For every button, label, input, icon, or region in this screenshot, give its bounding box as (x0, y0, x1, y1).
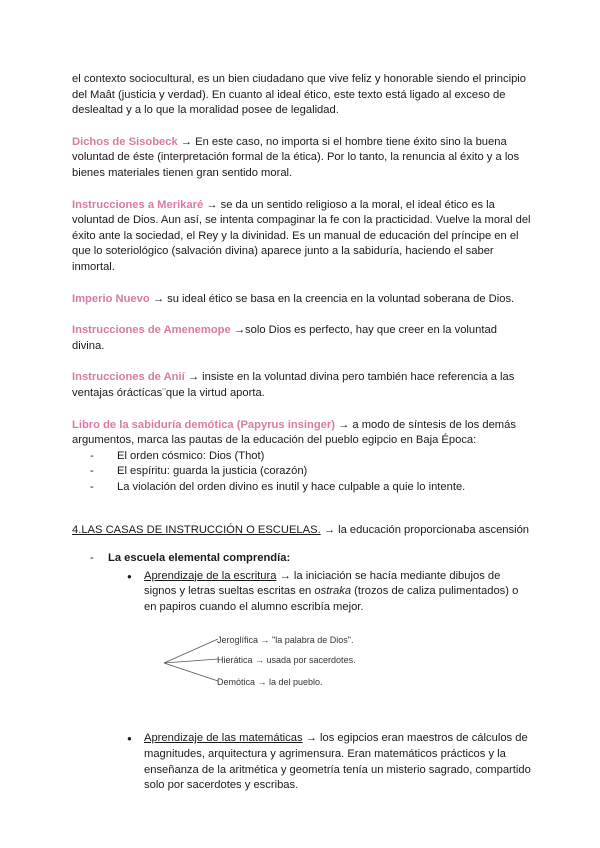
dash-list (72, 449, 532, 496)
elemental-heading: - La escuela elemental comprendía: (72, 551, 532, 567)
branch-lines (162, 635, 222, 695)
section-text: →solo Dios es perfecto, hay que creer en la voluntad divina. (72, 324, 497, 352)
bullet-escritura (72, 569, 532, 616)
section-text: → su ideal ético se basa en la creencia en la voluntad soberana de Dios. (149, 292, 515, 305)
list-item: - El orden cósmico: Dios (Thot) (90, 449, 532, 465)
section-title: Imperio Nuevo (72, 292, 150, 305)
section-4-rest: → la educación proporcionaba ascensión (320, 524, 530, 537)
section-title: Instrucciones de Anií (72, 371, 185, 384)
writing-diagram (72, 621, 532, 711)
section-title: Libro de la sabiduría demótica (Papyrus insinger) (72, 418, 335, 431)
section-text: → En este caso, no importa si el hombre tiene éxito sino la buena voluntad de éste (interpretación formal de la ética). Por lo tanto, la renuncia al éxito y a los bienes materiales tienen gran sentido moral. (72, 135, 520, 179)
branch-line (164, 663, 218, 681)
section-title: Dichos de Sisobeck (72, 135, 178, 148)
bullet-title: Aprendizaje de la escritura (144, 569, 277, 582)
section-4-heading (72, 523, 532, 539)
section-imperio-nuevo (72, 292, 532, 308)
bullet-text-a: → la iniciación se hacía mediante dibujos de signos y letras sueltas escritas en (144, 569, 501, 598)
diagram-label: Jeroglífica → "la palabra de Dios". (217, 635, 354, 646)
bullet-matematicas (72, 731, 532, 793)
document-page (72, 72, 532, 794)
section-merikare (72, 198, 532, 276)
bullet-text-b: (trozos de caliza pulimentados) o en papiros cuando el alumno escribía mejor. (144, 585, 519, 613)
list-item: - La violación del orden divino es inutil y hace culpable a quie lo intente. (90, 480, 532, 496)
section-title: Instrucciones a Merikaré (72, 198, 204, 211)
section-text: → se da un sentido religioso a la moral, el ideal ético es la voluntad de Dios. Aun así, se intenta compaginar la fe con la practicidad. Vuelve la moral del éxito ante la sociedad, el Rey y la divinidad. Es un manual de educación del príncipe en el que lo soteriológico (salvación divina) aparece junto a la sabiduría, haciendo el saber inmortal. (72, 198, 531, 273)
bullet-italic: ostraka (314, 585, 352, 598)
diagram-label: Demótica → la del pueblo. (217, 677, 323, 688)
section-anii (72, 370, 532, 401)
section-sisobeck (72, 135, 532, 182)
section-text: → insiste en la voluntad divina pero también hace referencia a las ventajas óráctícas¨que la virtud aporta. (72, 371, 515, 399)
section-sabiduria-demotica (72, 418, 532, 449)
diagram-label: Hierática → usada por sacerdotes. (217, 655, 356, 666)
section-title: Instrucciones de Amenemope (72, 324, 231, 337)
section-amenemope (72, 323, 532, 354)
section-4-title: 4.LAS CASAS DE INSTRUCCIÓN O ESCUELAS. (72, 524, 321, 537)
bullet-title: Aprendizaje de las matemáticas (144, 732, 303, 745)
intro-paragraph: el contexto sociocultural, es un bien ciudadano que vive feliz y honorable siendo el principio del Maât (justicia y verdad). En cuanto al ideal ético, este texto está ligado al exceso de deslealtad y a lo que la moralidad posee de legalidad. (72, 73, 527, 117)
bullet-text: → los egipcios eran maestros de cálculos de magnitudes, arquitectura y agrimensura. Eran matemáticos prácticos y la enseñanza de la aritmética y geometría tenía un misterio sagrado, compartido solo por sacerdotes y escribas. (144, 732, 531, 792)
section-text: → a modo de síntesis de los demás argumentos, marca las pautas de la educación del pueblo egipcio en Baja Época: (72, 418, 516, 447)
list-item: - El espíritu: guarda la justicia (corazón) (90, 464, 532, 480)
